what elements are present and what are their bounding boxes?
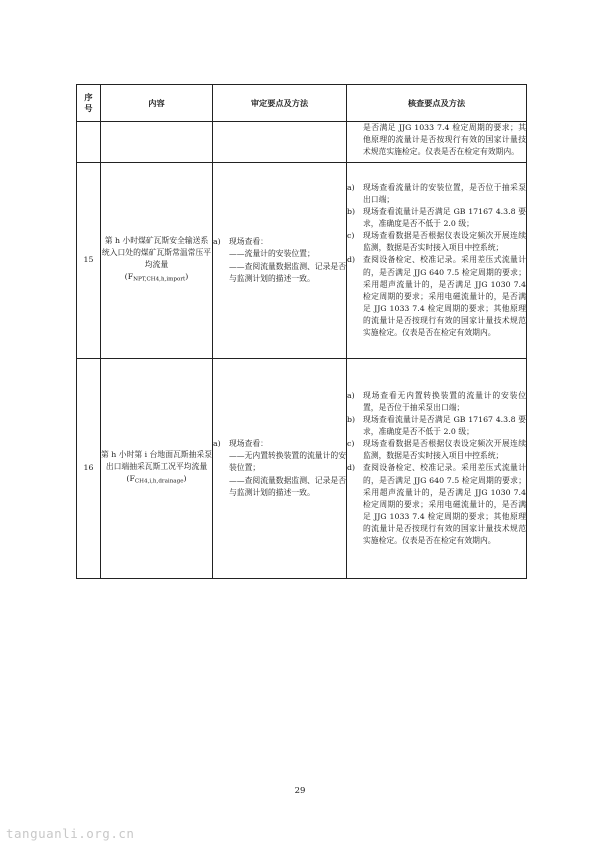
check-item: b) 现场查看流量计是否满足 GB 17167 4.3.8 要求，准确度是否不低于 2.0 级； — [347, 415, 526, 437]
audit-head: 现场查看： — [229, 237, 268, 247]
row-number: 15 — [77, 163, 101, 359]
check-item: b) 现场查看流量计是否满足 GB 17167 4.3.8 要求，准确度是否不低于 2.0 级； — [347, 207, 526, 229]
audit-label: a) — [213, 237, 221, 247]
header-audit: 审定要点及方法 — [213, 85, 347, 122]
row-check — [347, 163, 527, 359]
row-check — [347, 359, 527, 579]
cont-audit-cell — [213, 122, 347, 163]
audit-line: ——无内置转换装置的流量计的安装位置； — [229, 451, 346, 473]
watermark: tanguanli.org.cn — [6, 826, 135, 841]
row-audit — [213, 359, 347, 579]
audit-line: ——查阅流量数据监测、记录是否与监测计划的描述一致。 — [229, 261, 346, 283]
table-row-continuation — [77, 122, 527, 163]
check-item: a) 现场查看流量计的安装位置，是否位于抽采泵出口端； — [347, 182, 526, 204]
table-header-row — [77, 85, 527, 122]
content-text: 第 h 小时煤矿瓦斯安全输送系统入口处的煤矿瓦斯常温常压平均流量 — [101, 236, 212, 270]
row-number: 16 — [77, 359, 101, 579]
formula: $(F_{NPT,CH4,h,import})$ — [124, 272, 189, 283]
header-seq: 序 号 — [77, 85, 101, 122]
verification-table — [76, 84, 527, 579]
row-content — [101, 163, 213, 359]
row-content — [101, 359, 213, 579]
table-row-16 — [77, 359, 527, 579]
audit-head: 现场查看： — [229, 439, 268, 449]
audit-label: a) — [213, 439, 221, 449]
check-item: c) 现场查看数据是否根据仪表设定频次开展连续监测，数据是否实时接入项目中控系统； — [347, 231, 526, 253]
cont-num-cell — [77, 122, 101, 163]
cont-check-cell — [347, 122, 527, 163]
cont-content-cell — [101, 122, 213, 163]
formula: $(F_{CH4,i,h,drainage})$ — [126, 474, 187, 485]
audit-line: ——流量计的安装位置； — [229, 249, 315, 259]
cont-check-text: 是否满足 JJG 1033 7.4 检定周期的要求；其他原理的流量计是否按现行有效的国家计量技术规范实施检定。仪表是否在检定有效期内。 — [363, 123, 526, 157]
content-text: 第 h 小时第 i 台地面瓦斯抽采泵出口端抽采瓦斯工况平均流量 — [101, 450, 212, 472]
check-item: a) 现场查看无内置转换装置的流量计的安装位置，是否位于抽采泵出口端； — [347, 390, 526, 412]
page-number: 29 — [294, 786, 306, 796]
header-check: 核查要点及方法 — [347, 85, 527, 122]
row-audit — [213, 163, 347, 359]
check-item: d) 查阅设备检定、校准记录。采用差压式流量计的，是否满足 JJG 640 7.5 检定周期的要求；采用超声流量计的，是否满足 JJG 1030 7.4 检定周期的要求；采用电磁流量计的，是否满足 JJG 1033 7.4 检定周期的要求；其他原理的流量计是否按现行有效的国家计量技术规范实施检定。仪表是否在检定有效期内。 — [347, 255, 526, 338]
header-content: 内容 — [101, 85, 213, 122]
audit-line: ——查阅流量数据监测、记录是否与监测计划的描述一致。 — [229, 475, 346, 497]
table-row-15 — [77, 163, 527, 359]
check-item: d) 查阅设备检定、校准记录。采用差压式流量计的，是否满足 JJG 640 7.5 检定周期的要求；采用超声流量计的，是否满足 JJG 1030 7.4 检定周期的要求；采用电磁流量计的，是否满足 JJG 1033 7.4 检定周期的要求；其他原理的流量计是否按现行有效的国家计量技术规范实施检定。仪表是否在检定有效期内。 — [347, 463, 526, 546]
check-item: c) 现场查看数据是否根据仪表设定频次开展连续监测，数据是否实时接入项目中控系统； — [347, 439, 526, 461]
